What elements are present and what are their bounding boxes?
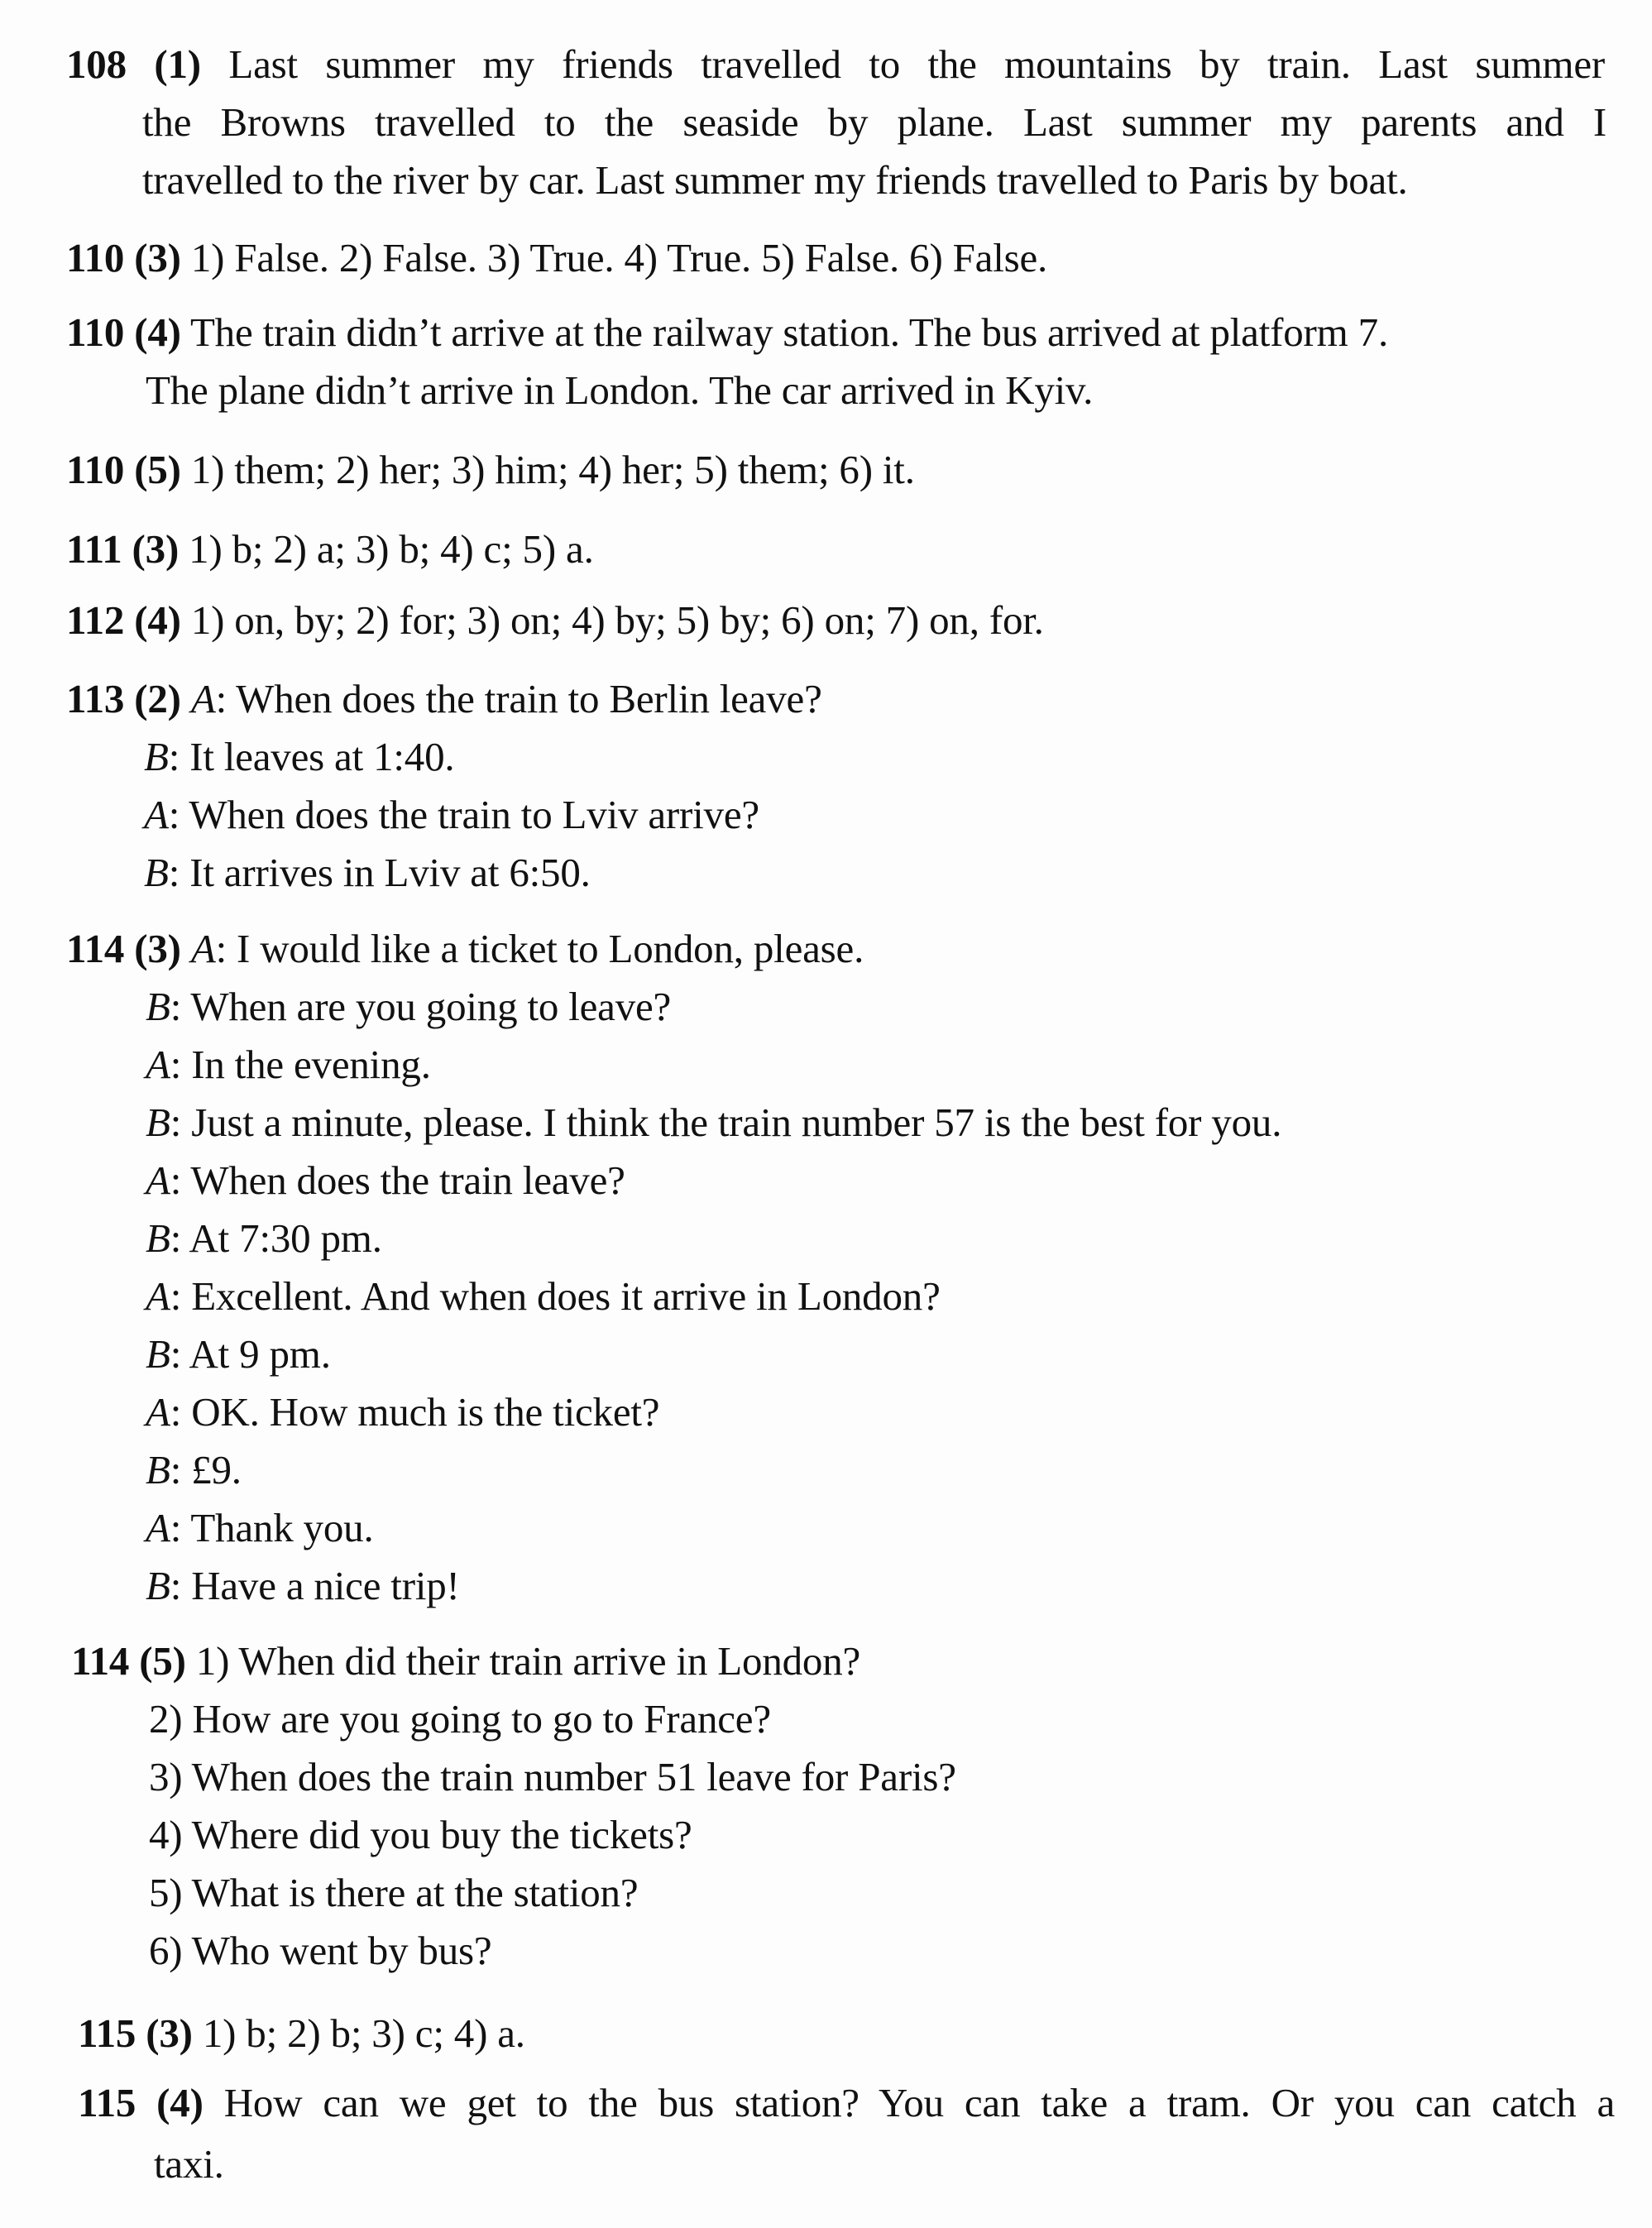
entry-110-3 bbox=[66, 233, 1047, 283]
entry-number: 115 (3) bbox=[78, 2010, 193, 2056]
speaker-label: B bbox=[146, 984, 170, 1029]
speaker-label: B bbox=[144, 734, 169, 779]
entry-text: 1) When did their train arrive in London? bbox=[195, 1638, 861, 1684]
dialogue-text: : When does the train to Berlin leave? bbox=[215, 676, 822, 721]
entry-110-4-line-1 bbox=[66, 308, 1388, 357]
entry-number: 111 (3) bbox=[66, 526, 180, 572]
entry-text: The plane didn’t arrive in London. The car arrived in Kyiv. bbox=[146, 367, 1094, 413]
entry-114-3-line-9 bbox=[146, 1387, 659, 1437]
speaker-label: A bbox=[190, 926, 216, 971]
dialogue-text: : Thank you. bbox=[170, 1505, 374, 1550]
dialogue-text: : When are you going to leave? bbox=[170, 984, 672, 1029]
dialogue-text: : When does the train leave? bbox=[170, 1157, 625, 1203]
entry-text: The train didn’t arrive at the railway station. The bus arrived at platform 7. bbox=[189, 309, 1388, 355]
entry-number: 114 (3) bbox=[66, 926, 181, 971]
entry-111-3 bbox=[66, 525, 594, 574]
speaker-label: A bbox=[146, 1389, 170, 1435]
entry-number: 110 (3) bbox=[66, 235, 181, 280]
entry-114-3-line-6 bbox=[146, 1214, 382, 1263]
entry-text: 1) b; 2) a; 3) b; 4) c; 5) a. bbox=[189, 526, 594, 572]
entry-110-5 bbox=[66, 445, 915, 495]
entry-114-5-line-5 bbox=[149, 1868, 638, 1918]
entry-114-3-line-10 bbox=[146, 1445, 242, 1495]
entry-113-2-line-1 bbox=[66, 674, 822, 724]
dialogue-text: : OK. How much is the ticket? bbox=[170, 1389, 660, 1435]
speaker-label: A bbox=[146, 1273, 170, 1319]
entry-115-4-line-1 bbox=[78, 2078, 1615, 2128]
entry-115-4-line-2 bbox=[154, 2139, 224, 2189]
dialogue-text: : Just a minute, please. I think the train number 57 is the best for you. bbox=[170, 1100, 1282, 1145]
entry-number: 114 (5) bbox=[71, 1638, 186, 1684]
speaker-label: A bbox=[146, 1042, 170, 1087]
entry-text: 6) Who went by bus? bbox=[149, 1928, 492, 1973]
speaker-label: B bbox=[144, 850, 169, 895]
speaker-label: B bbox=[146, 1563, 170, 1608]
speaker-label: B bbox=[146, 1447, 170, 1493]
entry-108-1-line-3 bbox=[142, 156, 1408, 205]
entry-number: 110 (4) bbox=[66, 309, 181, 355]
entry-114-5-line-2 bbox=[149, 1694, 771, 1744]
entry-114-5-line-1 bbox=[71, 1636, 860, 1686]
entry-number: 108 (1) bbox=[66, 41, 201, 87]
entry-114-3-line-2 bbox=[146, 982, 671, 1032]
entry-114-3-line-5 bbox=[146, 1156, 625, 1205]
entry-text: 1) b; 2) b; 3) c; 4) a. bbox=[202, 2010, 525, 2056]
dialogue-text: : At 9 pm. bbox=[170, 1331, 331, 1377]
entry-number: 113 (2) bbox=[66, 676, 181, 721]
dialogue-text: : In the evening. bbox=[170, 1042, 431, 1087]
entry-text: 2) How are you going to go to France? bbox=[149, 1696, 771, 1742]
entry-number: 110 (5) bbox=[66, 447, 181, 492]
dialogue-text: : When does the train to Lviv arrive? bbox=[168, 792, 759, 837]
entry-108-1-line-1 bbox=[66, 40, 1605, 89]
entry-text: taxi. bbox=[154, 2141, 224, 2187]
entry-114-3-line-8 bbox=[146, 1330, 331, 1379]
speaker-label: A bbox=[146, 1505, 170, 1550]
entry-text: How can we get to the bus station? You can take a tram. Or you can catch a bbox=[223, 2080, 1615, 2125]
entry-text: 5) What is there at the station? bbox=[149, 1870, 639, 1915]
entry-number: 115 (4) bbox=[78, 2080, 204, 2125]
entry-text: travelled to the river by car. Last summer my friends travelled to Paris by boat. bbox=[142, 157, 1408, 203]
entry-114-3-line-4 bbox=[146, 1098, 1281, 1148]
entry-text: 1) on, by; 2) for; 3) on; 4) by; 5) by; 6) on; 7) on, for. bbox=[190, 597, 1044, 643]
entry-114-5-line-6 bbox=[149, 1926, 491, 1976]
entry-108-1-line-2 bbox=[142, 98, 1607, 147]
dialogue-text: : Have a nice trip! bbox=[170, 1563, 460, 1608]
dialogue-text: : It arrives in Lviv at 6:50. bbox=[168, 850, 591, 895]
entry-number: 112 (4) bbox=[66, 597, 181, 643]
entry-114-3-line-3 bbox=[146, 1040, 431, 1090]
entry-114-3-line-12 bbox=[146, 1561, 460, 1611]
dialogue-text: : At 7:30 pm. bbox=[170, 1215, 382, 1261]
entry-113-2-line-3 bbox=[144, 790, 759, 840]
entry-113-2-line-2 bbox=[144, 732, 454, 782]
speaker-label: B bbox=[146, 1215, 170, 1261]
speaker-label: A bbox=[190, 676, 216, 721]
entry-112-4 bbox=[66, 596, 1044, 645]
entry-110-4-line-2 bbox=[146, 366, 1093, 415]
entry-113-2-line-4 bbox=[144, 848, 591, 898]
entry-114-3-line-7 bbox=[146, 1272, 941, 1321]
entry-114-3-line-1 bbox=[66, 924, 864, 974]
speaker-label: B bbox=[146, 1100, 170, 1145]
entry-text: 4) Where did you buy the tickets? bbox=[149, 1812, 692, 1857]
dialogue-text: : Excellent. And when does it arrive in London? bbox=[170, 1273, 941, 1319]
entry-text: the Browns travelled to the seaside by plane. Last summer my parents and I bbox=[142, 99, 1607, 145]
entry-114-5-line-4 bbox=[149, 1810, 692, 1860]
speaker-label: B bbox=[146, 1331, 170, 1377]
speaker-label: A bbox=[146, 1157, 170, 1203]
entry-115-3 bbox=[78, 2009, 525, 2058]
entry-text: 3) When does the train number 51 leave for Paris? bbox=[149, 1754, 956, 1799]
entry-text: 1) False. 2) False. 3) True. 4) True. 5) False. 6) False. bbox=[190, 235, 1048, 280]
speaker-label: A bbox=[144, 792, 169, 837]
entry-text: Last summer my friends travelled to the mountains by train. Last summer bbox=[228, 41, 1605, 87]
dialogue-text: : It leaves at 1:40. bbox=[168, 734, 455, 779]
dialogue-text: : I would like a ticket to London, please. bbox=[215, 926, 864, 971]
dialogue-text: : £9. bbox=[170, 1447, 242, 1493]
entry-114-3-line-11 bbox=[146, 1503, 374, 1553]
entry-text: 1) them; 2) her; 3) him; 4) her; 5) them; 6) it. bbox=[190, 447, 915, 492]
entry-114-5-line-3 bbox=[149, 1752, 956, 1802]
